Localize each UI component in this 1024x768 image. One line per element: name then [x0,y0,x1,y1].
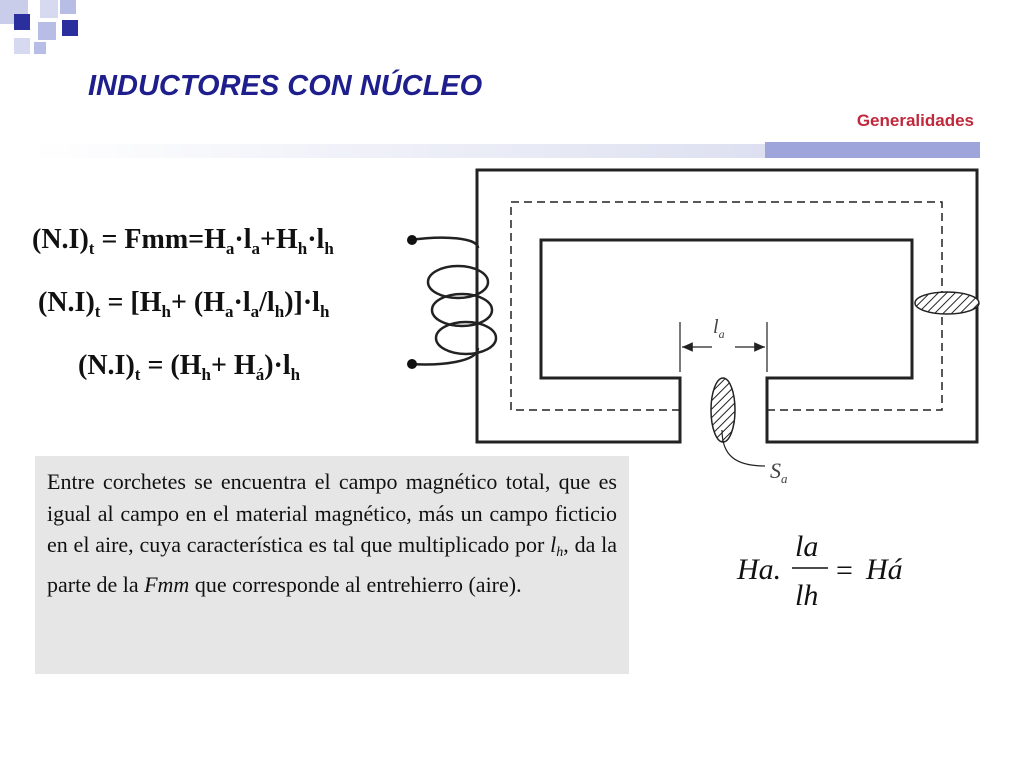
equation-3: $(N.I)_t = (H_h+ H_á)\cdot l_h$ [78,350,301,384]
core-cross-section [915,292,979,314]
terminal-dot-bottom [407,359,417,369]
gap-cross-section [711,378,735,442]
svg-text:=: = [836,554,853,587]
slide-title: INDUCTORES CON NÚCLEO [88,70,483,102]
gap-length-label: $l_a$ [713,316,725,341]
svg-text:lh: lh [795,579,819,612]
svg-text:Há: Há [866,553,903,586]
terminal-dot-top [407,235,417,245]
equation-2: $(N.I)_t = [H_h+ (H_a\cdot l_a/l_h)]\cdot l_h$ [38,287,330,321]
description-box: Entre corchetes se encuentra el campo magnético total, que es igual al campo en el material magnético, más un campo ficticio en el aire, cuya característica es tal que multiplicado por $l_h$, da la parte de la Fmm que corresponde al entrehierro (aire). [35,456,629,674]
air-field-formula [736,530,903,612]
coil [410,238,496,365]
equation-1: $(N.I)_t = Fmm=H_a\cdot l_a+H_h\cdot l_h$ [32,224,334,258]
svg-text:Ha.: Ha. [737,553,782,586]
svg-text:la: la [795,530,819,563]
slide-subtitle: Generalidades [856,111,974,130]
area-label: $S_a$ [770,458,788,486]
